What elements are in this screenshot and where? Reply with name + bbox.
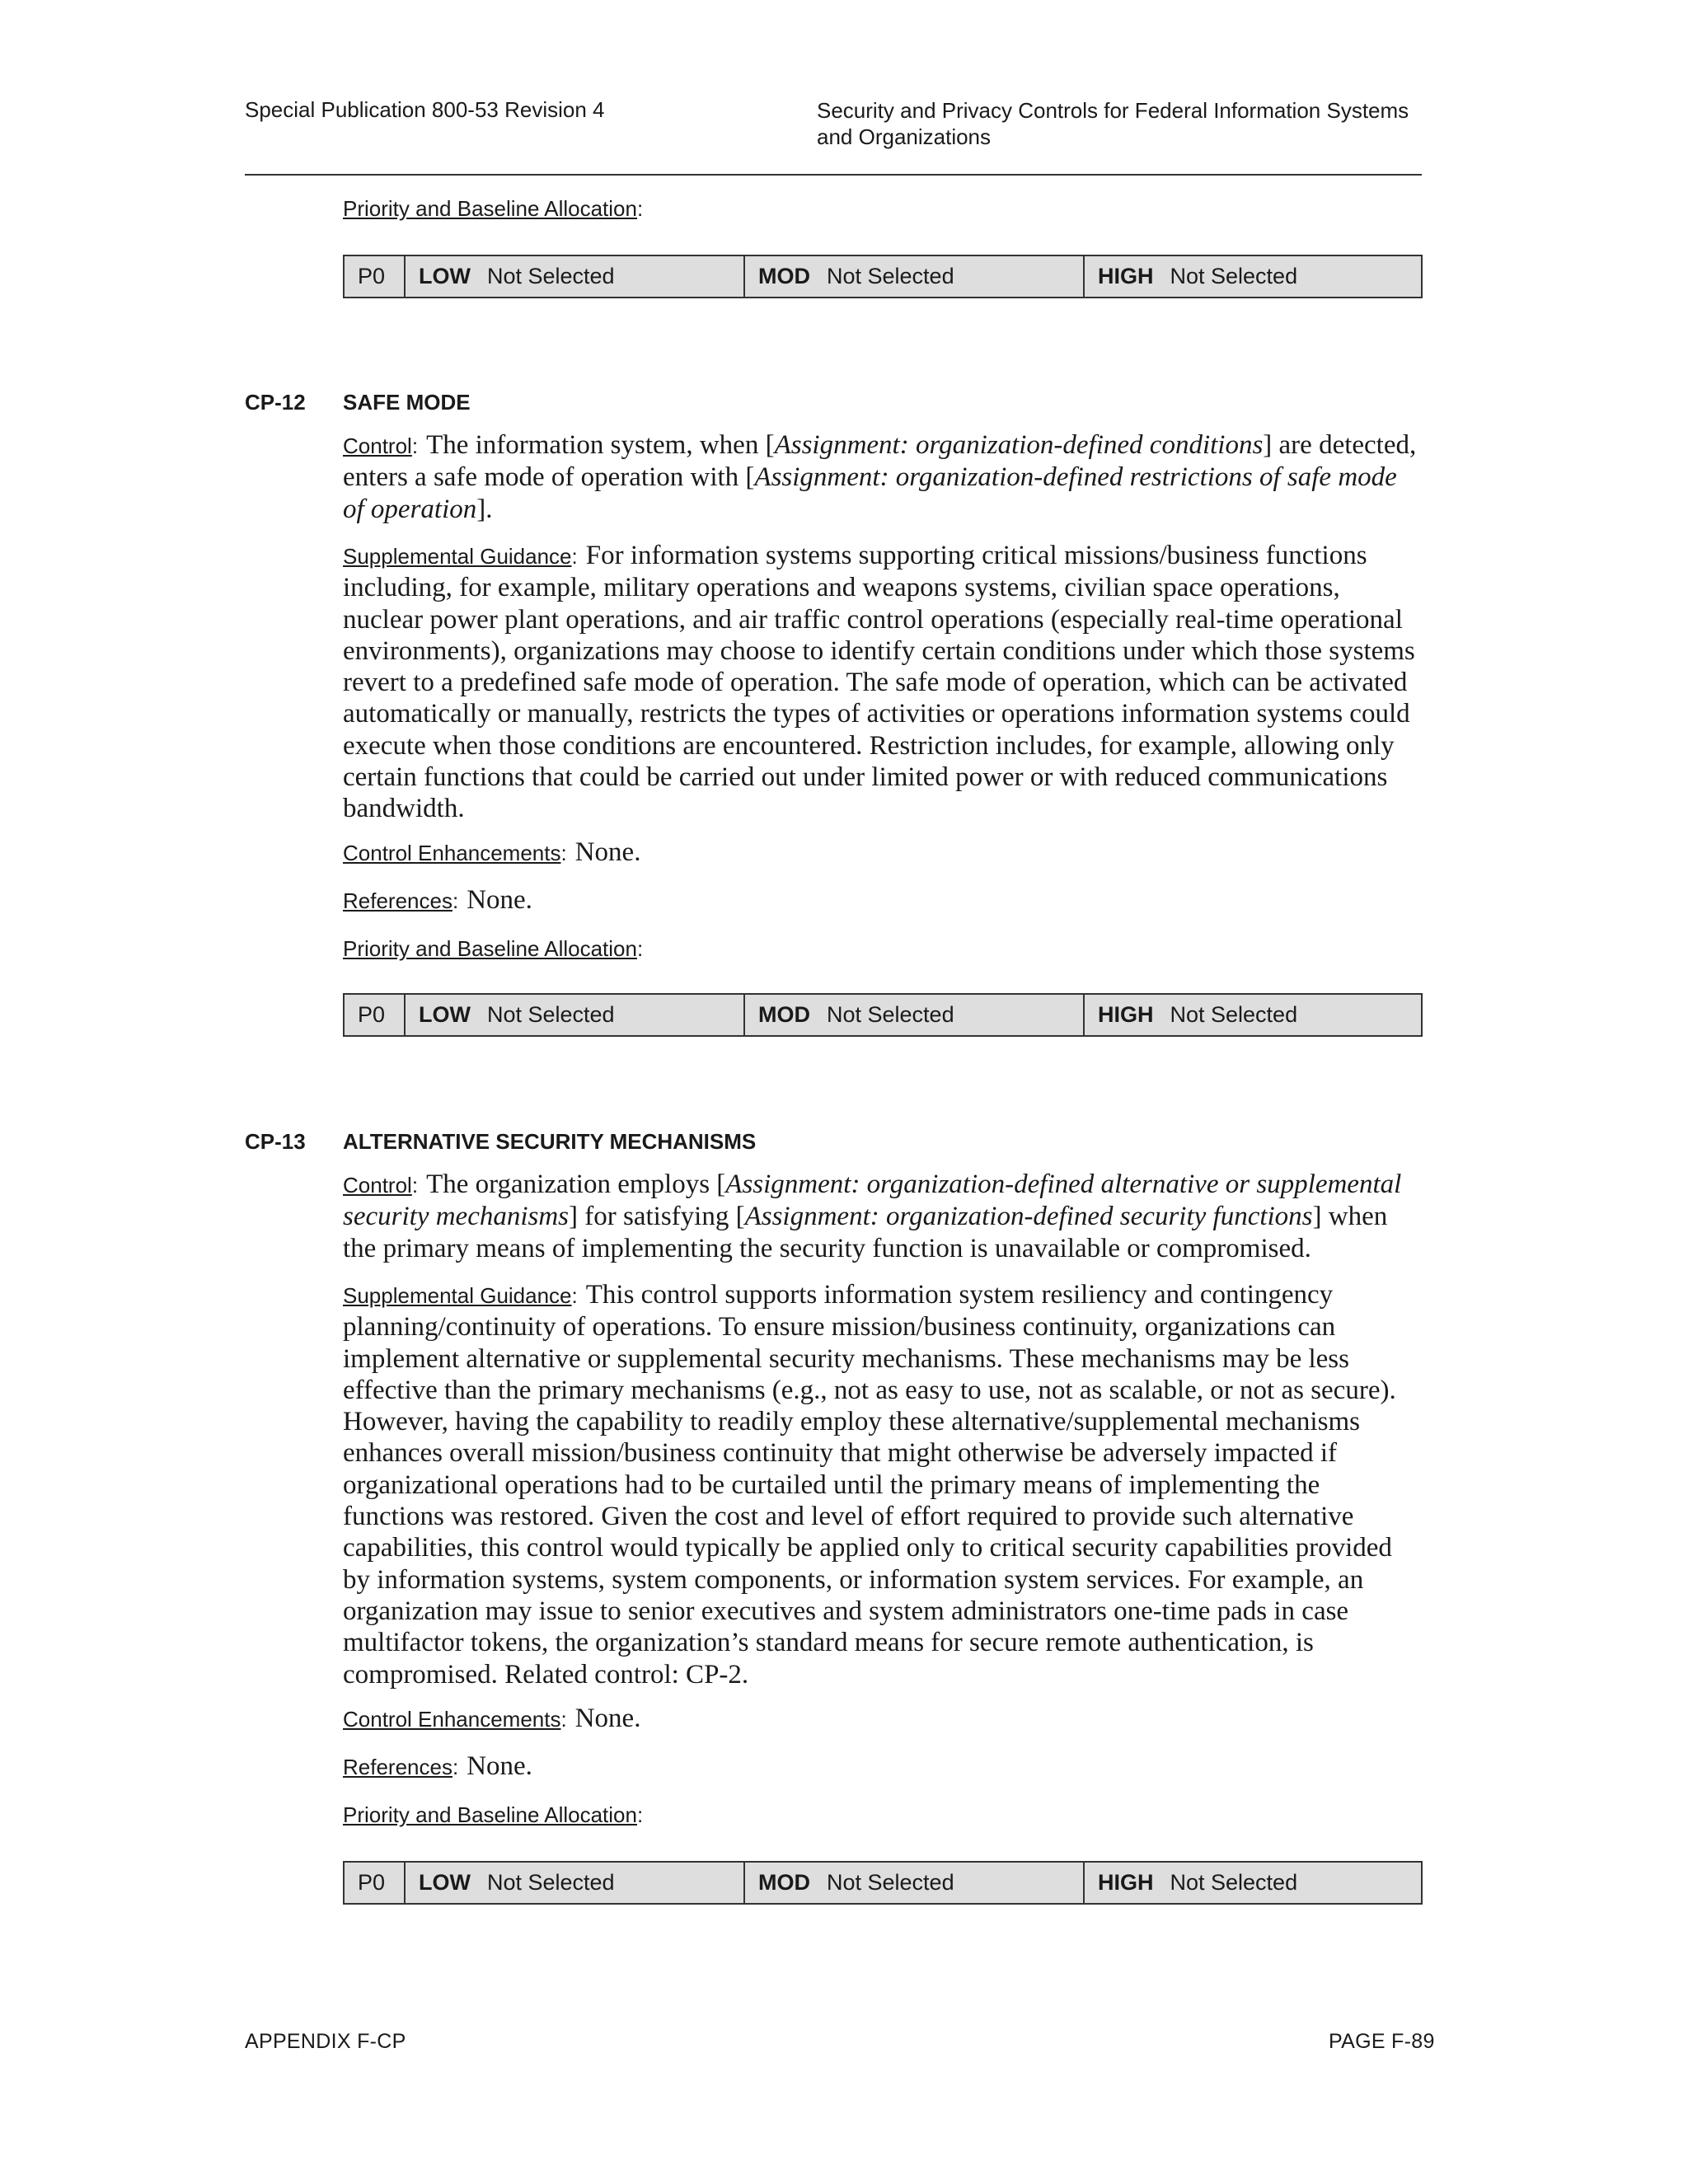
low-cell: LOW Not Selected — [405, 994, 744, 1036]
priority-cell: P0 — [344, 1862, 405, 1904]
control-title-cp13: ALTERNATIVE SECURITY MECHANISMS — [343, 1129, 757, 1154]
footer-page-number: PAGE F-89 — [1329, 2030, 1435, 2053]
high-cell: HIGH Not Selected — [1084, 1862, 1422, 1904]
control-statement-cp13: Control: The organization employs [Assignment: organization-defined alternative or supplemental security mechanisms] for satisfying [Assignment: organization-defined security functions] when the primary means of implementing the security function is unavailable or compromised. — [343, 1169, 1402, 1263]
priority-cell: P0 — [344, 994, 405, 1036]
references-cp13: References: None. — [343, 1751, 532, 1781]
control-statement-cp12: Control: The information system, when [Assignment: organization-defined conditions] are detected, enters a safe mode of operation with [Assignment: organization-defined restrictions of safe mode of operation]. — [343, 430, 1417, 524]
low-cell: LOW Not Selected — [405, 1862, 744, 1904]
mod-cell: MOD Not Selected — [744, 1862, 1084, 1904]
header-title — [817, 97, 1443, 150]
mod-cell: MOD Not Selected — [744, 994, 1084, 1036]
baseline-table-cp13 — [343, 1861, 1423, 1905]
header-publication: Special Publication 800-53 Revision 4 — [245, 97, 605, 122]
high-cell: HIGH Not Selected — [1084, 255, 1422, 298]
pba-heading-cp12: Priority and Baseline Allocation: — [343, 936, 644, 961]
header-divider — [245, 174, 1422, 176]
supplemental-guidance-cp13: Supplemental Guidance: This control supports information system resiliency and contingency planning/continuity of operations. To ensure mission/business continuity, organizations can implement alternative or supplemental security mechanisms. These mechanisms may be less effective than the primary mechanisms (e.g., not as easy to use, not as scalable, or not as secure). However, having the capability to readily employ these alternative/supplemental mechanisms enhances overall mission/business continuity that might otherwise be adversely impacted if organizational operations had to be curtailed until the primary means of implementing the functions was restored. Given the cost and level of effort required to provide such alternative capabilities, this control would typically be applied only to critical security capabilities provided by information systems, system components, or information system services. For example, an organization may issue to senior executives and system administrators one-time pads in case multifactor tokens, the organization’s standard means for secure remote authentication, is compromised. Related control: CP-2. — [343, 1280, 1396, 1690]
baseline-table-cp12 — [343, 993, 1423, 1037]
header-title-line2: and Organizations — [817, 124, 992, 149]
high-cell: HIGH Not Selected — [1084, 994, 1422, 1036]
baseline-table-prev — [343, 255, 1423, 298]
enhancements-cp12: Control Enhancements: None. — [343, 837, 641, 867]
pba-heading-cp13: Priority and Baseline Allocation: — [343, 1802, 644, 1827]
pba-heading-prev: Priority and Baseline Allocation: — [343, 196, 644, 221]
references-cp12: References: None. — [343, 885, 532, 915]
priority-cell: P0 — [344, 255, 405, 298]
mod-cell: MOD Not Selected — [744, 255, 1084, 298]
control-id-cp12: CP-12 — [245, 390, 306, 415]
control-title-cp12: SAFE MODE — [343, 390, 471, 415]
control-id-cp13: CP-13 — [245, 1129, 306, 1154]
enhancements-cp13: Control Enhancements: None. — [343, 1704, 641, 1733]
header-title-line1: Security and Privacy Controls for Federal Information Systems — [817, 98, 1409, 123]
footer-appendix: APPENDIX F-CP — [245, 2030, 406, 2053]
supplemental-guidance-cp12: Supplemental Guidance: For information systems supporting critical missions/business functions including, for example, military operations and weapons systems, civilian space operations, nuclear power plant operations, and air traffic control operations (especially real-time operational environments), organizations may choose to identify certain conditions under which those systems revert to a predefined safe mode of operation. The safe mode of operation, which can be activated automatically or manually, restricts the types of activities or operations information systems could execute when those conditions are encountered. Restriction includes, for example, allowing only certain functions that could be carried out under limited power or with reduced communications bandwidth. — [343, 541, 1415, 824]
low-cell: LOW Not Selected — [405, 255, 744, 298]
